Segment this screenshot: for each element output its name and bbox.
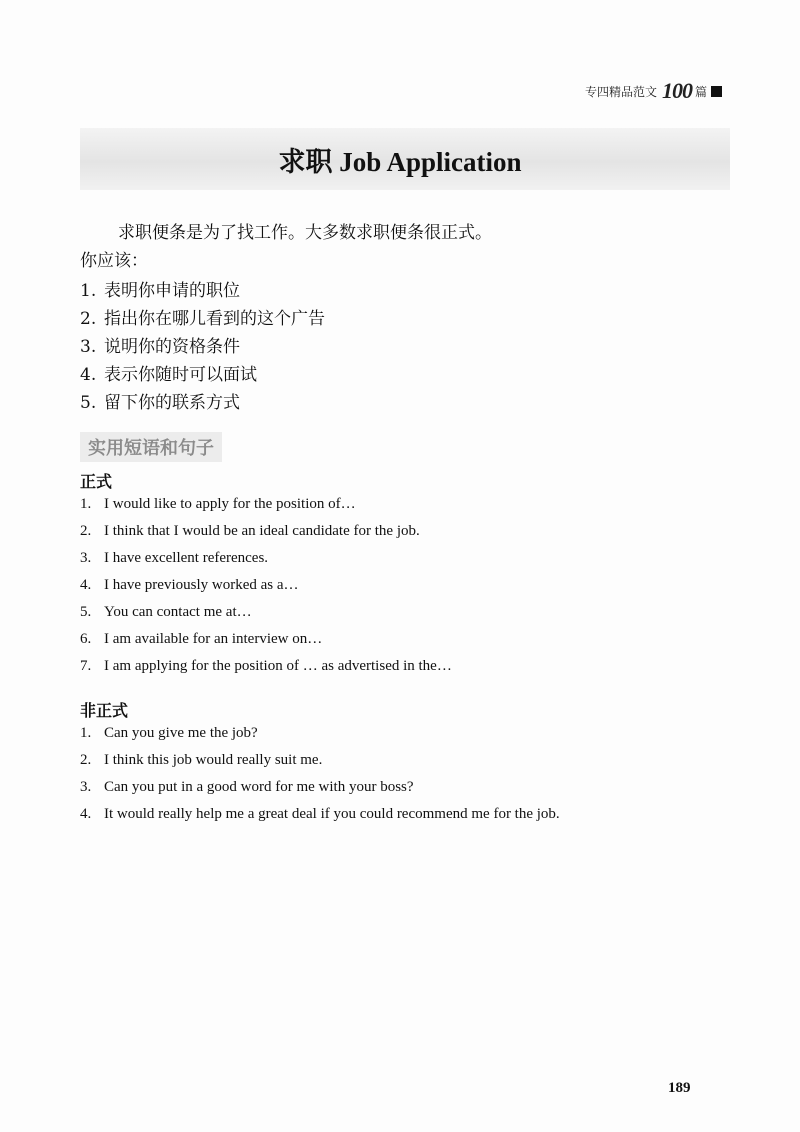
informal-list xyxy=(80,725,560,833)
item-number: 2. xyxy=(80,752,92,768)
formal-list xyxy=(80,496,452,685)
item-text: Can you give me the job? xyxy=(104,725,258,741)
intro-paragraph: 求职便条是为了找工作。大多数求职便条很正式。 xyxy=(118,223,492,243)
should-label: 你应该： xyxy=(80,251,148,271)
item-number: 2. xyxy=(80,309,97,329)
list-item xyxy=(80,577,452,604)
item-number: 1. xyxy=(80,725,92,741)
list-item xyxy=(80,304,325,332)
section-heading: 实用短语和句子 xyxy=(80,432,222,462)
list-item xyxy=(80,604,452,631)
item-text: 表明你申请的职位 xyxy=(104,281,240,301)
should-list xyxy=(80,276,325,416)
formal-heading: 正式 xyxy=(80,472,113,491)
item-text: 留下你的联系方式 xyxy=(104,393,240,413)
item-text: 说明你的资格条件 xyxy=(104,337,240,357)
list-item xyxy=(80,276,325,304)
list-item xyxy=(80,388,325,416)
list-item xyxy=(80,631,452,658)
item-number: 4. xyxy=(80,577,92,593)
item-text: I think this job would really suit me. xyxy=(104,752,323,768)
item-number: 5. xyxy=(80,604,92,620)
item-number: 5. xyxy=(80,393,97,413)
item-number: 4. xyxy=(80,806,92,822)
item-text: I am applying for the position of … as advertised in the… xyxy=(104,658,452,674)
item-number: 1. xyxy=(80,496,92,512)
item-number: 7. xyxy=(80,658,92,674)
item-text: It would really help me a great deal if you could recommend me for the job. xyxy=(104,806,560,822)
item-number: 2. xyxy=(80,523,92,539)
item-number: 3. xyxy=(80,550,92,566)
item-text: I have excellent references. xyxy=(104,550,269,566)
list-item xyxy=(80,725,560,752)
running-head xyxy=(585,78,722,104)
item-number: 3. xyxy=(80,779,92,795)
item-text: You can contact me at… xyxy=(104,604,252,620)
item-text: I think that I would be an ideal candidate for the job. xyxy=(104,523,420,539)
item-text: 指出你在哪儿看到的这个广告 xyxy=(104,309,325,329)
black-square-icon xyxy=(711,86,722,97)
item-text: I have previously worked as a… xyxy=(104,577,299,593)
item-number: 1. xyxy=(80,281,97,301)
item-number: 3. xyxy=(80,337,97,357)
list-item xyxy=(80,550,452,577)
page-number: 189 xyxy=(668,1080,691,1096)
list-item xyxy=(80,779,560,806)
running-head-text: 专四精品范文 xyxy=(584,84,657,99)
list-item xyxy=(80,496,452,523)
item-number: 4. xyxy=(80,365,97,385)
item-text: Can you put in a good word for me with your boss? xyxy=(104,779,414,795)
list-item xyxy=(80,332,325,360)
running-head-suffix: 篇 xyxy=(694,84,707,99)
item-text: 表示你随时可以面试 xyxy=(104,365,257,385)
list-item xyxy=(80,752,560,779)
list-item xyxy=(80,658,452,685)
list-item xyxy=(80,523,452,550)
item-text: I am available for an interview on… xyxy=(104,631,323,647)
item-text: I would like to apply for the position of… xyxy=(104,496,356,512)
page-title: 求职 Job Application xyxy=(278,147,522,177)
item-number: 6. xyxy=(80,631,92,647)
running-head-number: 100 xyxy=(661,78,692,103)
informal-heading: 非正式 xyxy=(80,701,129,720)
list-item xyxy=(80,806,560,833)
list-item xyxy=(80,360,325,388)
